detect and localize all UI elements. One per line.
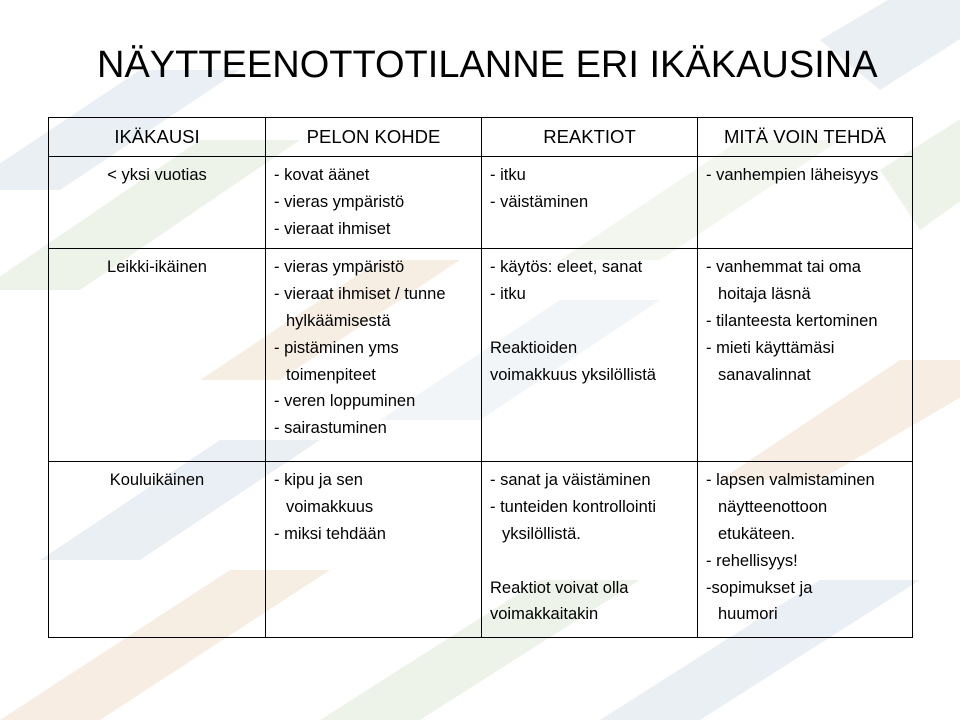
reaction-item: - käytös: eleet, sanat	[490, 258, 643, 277]
fears-cell	[266, 157, 482, 249]
reaction-item-continued: yksilöllistä.	[502, 524, 581, 543]
fear-item: - pistäminen yms	[274, 338, 399, 357]
fear-item-continued: voimakkuus	[286, 498, 374, 517]
header-age-group: IKÄKAUSI	[49, 118, 266, 157]
action-item: -sopimukset ja	[706, 578, 813, 597]
header-row	[49, 118, 913, 157]
age-cell	[49, 157, 266, 249]
reactions-cell	[482, 462, 698, 638]
fear-item: - miksi tehdään	[274, 524, 386, 543]
header-fear-object: PELON KOHDE	[266, 118, 482, 157]
age-cell	[49, 249, 266, 462]
reaction-item: - sanat ja väistäminen	[490, 471, 651, 490]
action-item-continued: näytteenottoon	[718, 498, 828, 517]
action-item: - vanhemmat tai oma	[706, 258, 861, 277]
reaction-note: voimakkaitakin	[490, 605, 599, 624]
action-item: - rehellisyys!	[706, 551, 798, 570]
action-item-continued: sanavalinnat	[718, 365, 811, 384]
age-cell	[49, 462, 266, 638]
table-row	[49, 462, 913, 638]
action-item: - tilanteesta kertominen	[706, 311, 878, 330]
fear-item: - vieras ympäristö	[274, 258, 405, 277]
actions-cell	[698, 462, 913, 638]
fear-item: - sairastuminen	[274, 419, 387, 438]
line-gap	[490, 308, 689, 335]
fears-cell	[266, 249, 482, 462]
fear-item: - vieraat ihmiset	[274, 219, 391, 238]
fears-cell	[266, 462, 482, 638]
reaction-item: - itku	[490, 285, 526, 304]
table-row	[49, 249, 913, 462]
reaction-item: - itku	[490, 166, 526, 184]
age-label: Kouluikäinen	[109, 471, 205, 490]
action-item: - mieti käyttämäsi	[706, 338, 835, 357]
action-item-continued: hoitaja läsnä	[718, 285, 811, 304]
fear-item: - vieras ympäristö	[274, 192, 405, 211]
line-gap	[490, 548, 689, 575]
fear-item: - kipu ja sen	[274, 471, 363, 490]
header-reactions: REAKTIOT	[482, 118, 698, 157]
action-item: - lapsen valmistaminen	[706, 471, 875, 490]
header-what-to-do: MITÄ VOIN TEHDÄ	[698, 118, 913, 157]
action-item-continued: huumori	[718, 605, 778, 624]
reactions-cell	[482, 249, 698, 462]
reaction-note: Reaktioiden	[490, 338, 578, 357]
age-group-table	[48, 117, 913, 638]
fear-item: - vieraat ihmiset / tunne	[274, 285, 446, 304]
actions-cell	[698, 157, 913, 249]
fear-item: - veren loppuminen	[274, 392, 416, 411]
fear-item: - kovat äänet	[274, 166, 370, 184]
reaction-item: - tunteiden kontrollointi	[490, 498, 657, 517]
action-item: - vanhempien läheisyys	[706, 166, 879, 184]
reaction-note: Reaktiot voivat olla	[490, 578, 629, 597]
reactions-cell	[482, 157, 698, 249]
fear-item-continued: hylkäämisestä	[286, 311, 391, 330]
table-row	[49, 157, 913, 249]
fear-item-continued: toimenpiteet	[286, 365, 376, 384]
age-label: Leikki-ikäinen	[107, 258, 207, 277]
age-label: < yksi vuotias	[107, 166, 207, 184]
slide-title: NÄYTTEENOTTOTILANNE ERI IKÄKAUSINA	[97, 44, 878, 86]
reaction-item: - väistäminen	[490, 192, 589, 211]
actions-cell	[698, 249, 913, 462]
action-item-continued: etukäteen.	[718, 524, 796, 543]
reaction-note: voimakkuus yksilöllistä	[490, 365, 656, 384]
